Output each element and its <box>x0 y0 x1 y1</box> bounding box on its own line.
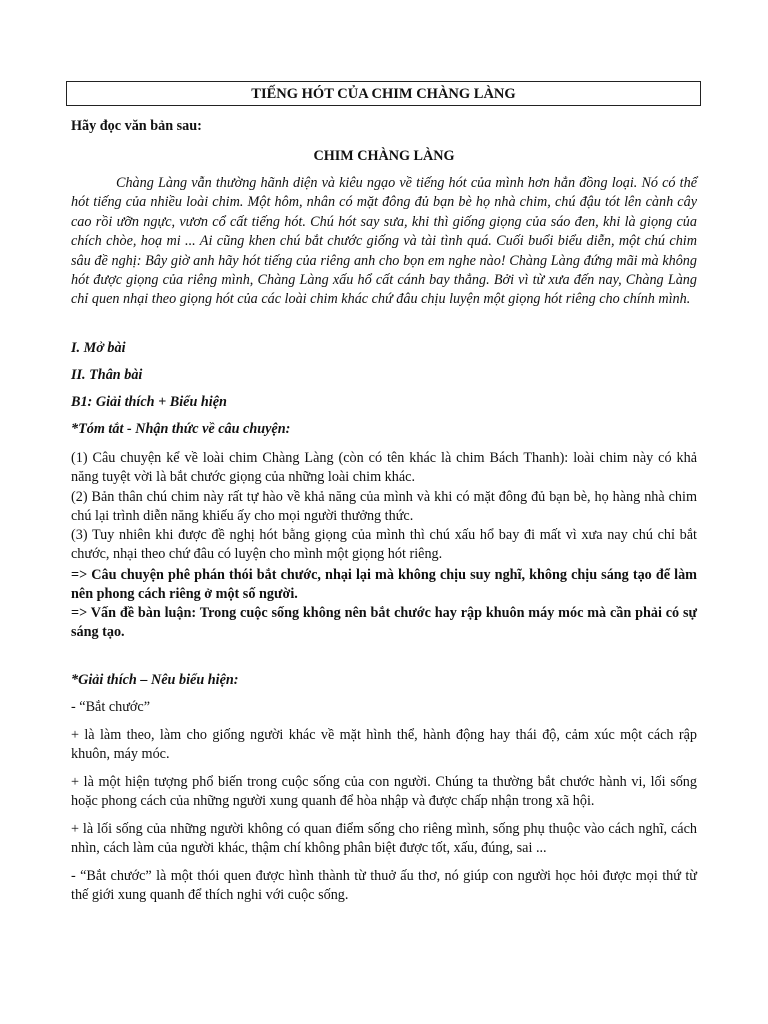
definition-4: - “Bắt chước” là một thói quen được hình thành từ thuở ấu thơ, nó giúp con người học hỏi được mọi thứ từ thế giới xung quanh để thích nghi với cuộc sống. <box>71 868 697 904</box>
term-bat-chuoc: - “Bắt chước” <box>71 699 150 715</box>
section-mo-bai: I. Mở bài <box>71 340 126 356</box>
conclusion-1: => Câu chuyện phê phán thói bắt chước, nhại lại mà không chịu suy nghĩ, không chịu sáng tạo để làm nên phong cách riêng ở một số người. <box>71 567 697 603</box>
heading-tom-tat: *Tóm tắt - Nhận thức về câu chuyện: <box>71 421 291 437</box>
document-title: TIẾNG HÓT CỦA CHIM CHÀNG LÀNG <box>251 86 516 102</box>
story-text: Chàng Làng vẫn thường hãnh diện và kiêu ngạo về tiếng hót của mình hơn hẳn đồng loại. Nó có thể hót tiếng của nhiều loài chim. Một hôm, nhân có mặt đông đủ bạn bè họ nhà chim, chú đậu tót lên cành cây cao rồi ưỡn ngực, vươn cổ cất tiếng hót. Chú hót say sưa, khi thì giống giọng của sáo đen, khi là giọng của chích chòe, hoạ mi ... Ai cũng khen chú bắt chước giống và tài tình quá. Cuối buổi biểu diễn, một chú chim sâu đề nghị: Bây giờ anh hãy hót tiếng của riêng anh cho bọn em nghe nào! Chàng Làng đứng mãi mà không hót được giọng của riêng mình, Chàng Làng xấu hổ cất cánh bay thẳng. Bởi vì từ xưa đến nay, Chàng Làng chỉ quen nhại theo giọng hót của các loài chim khác chứ đâu chịu luyện một giọng hót riêng cho chính mình. <box>71 175 697 308</box>
definition-2: + là một hiện tượng phổ biến trong cuộc sống của con người. Chúng ta thường bắt chước hành vi, lối sống hoặc phong cách của những người xung quanh để hòa nhập và được chấp nhận trong xã hội. <box>71 774 697 810</box>
section-b1: B1: Giải thích + Biểu hiện <box>71 394 227 410</box>
intro-instruction: Hãy đọc văn bản sau: <box>71 118 202 134</box>
story-title: CHIM CHÀNG LÀNG <box>313 148 455 164</box>
section-than-bai: II. Thân bài <box>71 367 143 383</box>
definition-3: + là lối sống của những người không có quan điểm sống cho riêng mình, sống phụ thuộc vào cách nghĩ, cách nhìn, cách làm của người khác, thậm chí không phân biệt được tốt, xấu, đúng, sai ... <box>71 821 697 857</box>
summary-point-3: (3) Tuy nhiên khi được đề nghị hót bằng giọng của mình thì chú xấu hổ bay đi mất vì xưa nay chú chỉ bắt chước, nhại theo chứ đâu có luyện cho mình một giọng hót riêng. <box>71 527 697 563</box>
conclusion-2: => Vấn đề bàn luận: Trong cuộc sống không nên bắt chước hay rập khuôn máy móc mà cần phải có sự sáng tạo. <box>71 605 697 641</box>
document-title-box <box>66 81 701 106</box>
heading-giai-thich: *Giải thích – Nêu biểu hiện: <box>71 672 239 688</box>
summary-point-1: (1) Câu chuyện kể về loài chim Chàng Làng (còn có tên khác là chim Bách Thanh): loài chim này có khả năng tuyệt vời là bắt chước giọng của những loài chim khác. <box>71 450 697 486</box>
definition-1: + là làm theo, làm cho giống người khác về mặt hình thể, hành động hay thái độ, cảm xúc một cách rập khuôn, máy móc. <box>71 727 697 763</box>
summary-point-2: (2) Bản thân chú chim này rất tự hào về khả năng của mình và khi có mặt đông đủ bạn bè, họ hàng nhà chim chú lại trình diễn năng khiếu ấy cho mọi người thưởng thức. <box>71 489 697 525</box>
